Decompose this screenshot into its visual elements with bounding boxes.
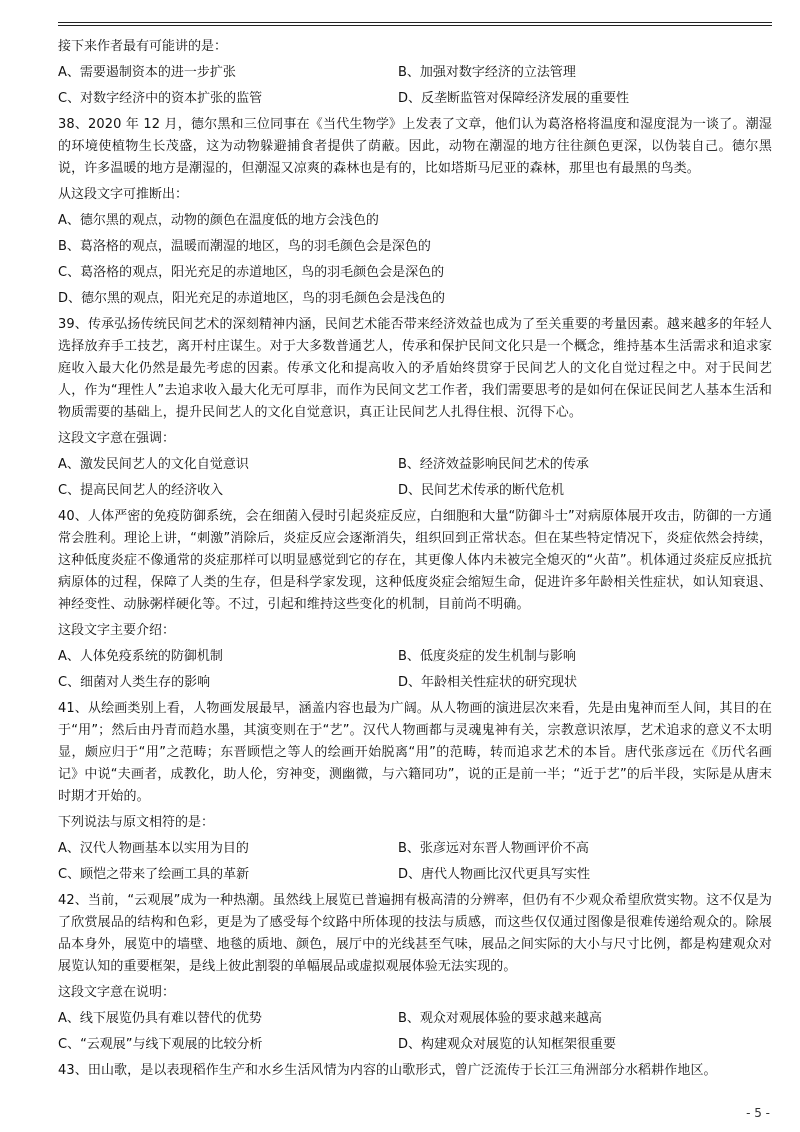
q41-option-a[interactable]: A、汉代人物画基本以实用为目的 — [58, 841, 249, 856]
question-38-passage: 38、2020 年 12 月，德尔黑和三位同事在《当代生物学》上发表了文章，他们认为葛洛格将温度和湿度混为一谈了。潮湿的环境使植物生长茂盛，这为动物躲避捕食者提供了荫蔽。因此，动物在潮湿的地方往往颜色更深，以伪装自己。德尔黑说，许多温暖的地方是潮湿的，但潮湿又凉爽的森林也是有的，比如塔斯马尼亚的森林，那里也有最黑的鸟类。 — [58, 117, 772, 176]
q41-option-b[interactable]: B、张彦远对东晋人物画评价不高 — [398, 841, 589, 856]
q39-option-a[interactable]: A、激发民间艺人的文化自觉意识 — [58, 457, 249, 472]
question-39-stem: 这段文字意在强调： — [58, 431, 176, 446]
q38-option-b[interactable]: B、葛洛格的观点，温暖而潮湿的地区，鸟的羽毛颜色会是深色的 — [58, 239, 431, 254]
question-37-stem: 接下来作者最有可能讲的是： — [58, 39, 228, 54]
q42-option-d[interactable]: D、构建观众对展览的认知框架很重要 — [398, 1037, 617, 1052]
q40-option-c[interactable]: C、细菌对人类生存的影响 — [58, 675, 211, 690]
question-42 — [58, 890, 772, 1056]
question-42-passage: 42、当前，“云观展”成为一种热潮。虽然线上展览已普遍拥有极高清的分辨率，但仍有不少观众希望欣赏实物。这不仅是为了欣赏展品的结构和色彩，更是为了感受每个纹路中所体现的技法与质感，而这些仅仅通过图像是很难传递给观众的。除展品本身外，展览中的墙壁、地毯的质地、颜色，展厅中的光线甚至气味，展品之间实际的大小与尺寸比例，都是构建观众对展览认知的重要框架，是线上彼此割裂的单幅展品或虚拟观展体验无法实现的。 — [58, 893, 772, 974]
question-40-options — [58, 646, 772, 694]
question-43-passage: 43、田山歌，是以表现稻作生产和水乡生活风情为内容的山歌形式，曾广泛流传于长江三角洲部分水稻耕作地区。 — [58, 1063, 717, 1078]
q37-option-a[interactable]: A、需要遏制资本的进一步扩张 — [58, 65, 236, 80]
question-40-passage: 40、人体严密的免疫防御系统，会在细菌入侵时引起炎症反应，白细胞和大量“防御斗士”对病原体展开攻击，防御的一方通常会胜利。理论上讲，“刺激”消除后，炎症反应会逐渐消失，组织回到正常状态。但在某些特定情况下，炎症依然会持续，这种低度炎症不像通常的炎症那样可以明显感觉到它的存在，其更像人体内未被完全熄灭的“火苗”。机体通过炎症反应抵抗病原体的过程，保障了人类的生存，但是科学家发现，这种低度炎症会缩短生命，促进许多年龄相关性症状，如认知衰退、神经变性、动脉粥样硬化等。不过，引起和维持这些变化的机制，目前尚不明确。 — [58, 509, 772, 612]
question-41-passage: 41、从绘画类别上看，人物画发展最早，涵盖内容也最为广阔。从人物画的演进层次来看，先是由鬼神而至人间，其目的在于“用”；然后由丹青而趋水墨，其演变则在于“艺”。汉代人物画都与灵魂鬼神有关，宗教意识浓厚，艺术追求的意义不太明显，颇应归于“用”之范畴；东晋顾恺之等人的绘画开始脱离“用”的范畴，转而追求艺术的本旨。唐代张彦远在《历代名画记》中说“夫画者，成教化，助人伦，穷神变，测幽微，与六籍同功”，说的正是前一半；“近于艺”的后半段，实际是从唐末时期才开始的。 — [58, 701, 772, 804]
header-rule-bottom — [58, 25, 772, 26]
q40-option-a[interactable]: A、人体免疫系统的防御机制 — [58, 649, 223, 664]
question-40-stem: 这段文字主要介绍： — [58, 623, 176, 638]
q39-option-b[interactable]: B、经济效益影响民间艺术的传承 — [398, 457, 589, 472]
question-41-stem: 下列说法与原文相符的是： — [58, 815, 215, 830]
q41-option-c[interactable]: C、顾恺之带来了绘画工具的革新 — [58, 867, 250, 882]
question-43 — [58, 1060, 772, 1082]
question-39-passage: 39、传承弘扬传统民间艺术的深刻精神内涵，民间艺术能否带来经济效益也成为了至关重要的考量因素。越来越多的年轻人选择放弃手工技艺，离开村庄谋生。对于大多数普通艺人，传承和保护民间文化只是一个概念，维持基本生活需求和追求家庭收入最大化仍然是最先考虑的因素。传承文化和提高收入的矛盾始终贯穿于民间艺人的文化自觉过程之中。对于民间艺人，作为“理性人”去追求收入最大化无可厚非，而作为民间文艺工作者，我们需要思考的是如何在保证民间艺人基本生活和物质需要的基础上，提升民间艺人的文化自觉意识，真正让民间艺人扎得住根、沉得下心。 — [58, 317, 772, 420]
q38-option-d[interactable]: D、德尔黑的观点，阳光充足的赤道地区，鸟的羽毛颜色会是浅色的 — [58, 291, 446, 306]
q42-option-b[interactable]: B、观众对观展体验的要求越来越高 — [398, 1011, 602, 1026]
exam-page — [58, 36, 772, 1086]
q39-option-d[interactable]: D、民间艺术传承的断代危机 — [398, 483, 565, 498]
question-38 — [58, 114, 772, 310]
question-37 — [58, 36, 772, 110]
q37-option-d[interactable]: D、反垄断监管对保障经济发展的重要性 — [398, 91, 630, 106]
header-rule-top — [58, 22, 772, 23]
q38-option-a[interactable]: A、德尔黑的观点，动物的颜色在温度低的地方会浅色的 — [58, 213, 379, 228]
q37-option-c[interactable]: C、对数字经济中的资本扩张的监管 — [58, 91, 263, 106]
question-38-stem: 从这段文字可推断出： — [58, 187, 189, 202]
q42-option-c[interactable]: C、“云观展”与线下观展的比较分析 — [58, 1037, 263, 1052]
q40-option-b[interactable]: B、低度炎症的发生机制与影响 — [398, 649, 576, 664]
question-37-options — [58, 62, 772, 110]
q40-option-d[interactable]: D、年龄相关性症状的研究现状 — [398, 675, 578, 690]
question-42-stem: 这段文字意在说明： — [58, 985, 176, 1000]
question-40 — [58, 506, 772, 694]
q38-option-c[interactable]: C、葛洛格的观点，阳光充足的赤道地区，鸟的羽毛颜色会是深色的 — [58, 265, 445, 280]
q41-option-d[interactable]: D、唐代人物画比汉代更具写实性 — [398, 867, 591, 882]
q39-option-c[interactable]: C、提高民间艺人的经济收入 — [58, 483, 224, 498]
question-41 — [58, 698, 772, 886]
question-42-options — [58, 1008, 772, 1056]
q42-option-a[interactable]: A、线下展览仍具有难以替代的优势 — [58, 1011, 262, 1026]
q37-option-b[interactable]: B、加强对数字经济的立法管理 — [398, 65, 576, 80]
question-39-options — [58, 454, 772, 502]
question-39 — [58, 314, 772, 502]
question-41-options — [58, 838, 772, 886]
page-number: - 5 - — [746, 1106, 770, 1120]
